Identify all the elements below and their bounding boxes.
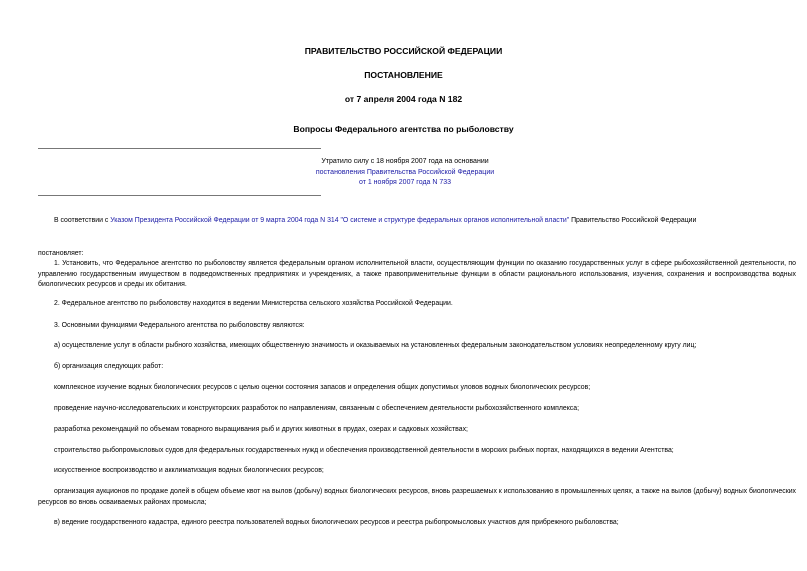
item-b-4: строительство рыбопромысловых судов для федеральных государственных нужд и обеспечения производственной деятельности в морских рыбных портах, находящихся в ведении Агентства; xyxy=(54,447,674,454)
decrees-line: постановляет: xyxy=(38,250,84,257)
document-type-heading: ПОСТАНОВЛЕНИЕ xyxy=(364,70,443,80)
item-b-1: комплексное изучение водных биологических ресурсов с целью оценки состояния запасов и определения общих допустимых уловов водных биологических ресурсов; xyxy=(54,384,591,391)
item-a: а) осуществление услуг в области рыбного хозяйства, имеющих общественную значимость и оказываемых на установленных федеральным законодательством условиях неопределенному кругу лиц; xyxy=(54,342,697,349)
paragraph-2: 2. Федеральное агентство по рыболовству находится в ведении Министерства сельского хозяйства Российской Федерации. xyxy=(54,300,453,307)
paragraph-1: 1. Установить, что Федеральное агентство по рыболовству является федеральным органом исполнительной власти, осуществляющим функции по оказанию государственных услуг в сфере рыбохозяйственной деятельности, по управлению государственным имуществом в подведомственных предприятиях и учреждениях, а также правоприменительные функции в области рационального использования, изучения, сохранения и воспроизводства водных биологических ресурсов и среды их обитания. xyxy=(38,260,796,288)
presidential-decree-link[interactable]: Указом Президента Российской Федерации от 9 марта 2004 года N 314 "О системе и структуре федеральных органов исполнительной власти" xyxy=(110,217,570,224)
status-note xyxy=(250,157,560,189)
item-v: в) ведение государственного кадастра, единого реестра пользователей водных биологических ресурсов и реестра рыбопромысловых участков для прибрежного рыболовства; xyxy=(54,519,619,526)
paragraph-3: 3. Основными функциями Федерального агентства по рыболовству являются: xyxy=(54,322,305,329)
top-divider xyxy=(38,148,321,149)
item-b-2: проведение научно-исследовательских и конструкторских разработок по направлениям, связанным с обеспечением деятельности рыбохозяйственного комплекса; xyxy=(54,405,579,412)
item-b-6: организация аукционов по продаже долей в общем объеме квот на вылов (добычу) водных биологических ресурсов, вновь разрешаемых к использованию в промышленных целях, а также на вылов (добычу) водных биологических ресурсов во вновь осваиваемых районах промысла; xyxy=(38,488,796,506)
status-note-text: Утратило силу с 18 ноября 2007 года на основании xyxy=(321,158,489,165)
item-b: б) организация следующих работ: xyxy=(54,363,164,370)
repeal-decree-link[interactable]: постановления Правительства Российской Федерации xyxy=(315,168,495,176)
preamble xyxy=(38,216,796,227)
bottom-divider xyxy=(38,195,321,196)
document-title: Вопросы Федерального агентства по рыболовству xyxy=(293,124,514,134)
item-b-5: искусственное воспроизводство и акклиматизация водных биологических ресурсов; xyxy=(54,467,324,474)
item-b-3: разработка рекомендаций по объемам товарного выращивания рыб и других животных в прудах, озерах и садковых хозяйствах; xyxy=(54,426,468,433)
date-number-heading: от 7 апреля 2004 года N 182 xyxy=(344,94,463,104)
repeal-decree-link-date[interactable]: от 1 ноября 2007 года N 733 xyxy=(358,179,452,186)
preamble-suffix: Правительство Российской Федерации xyxy=(569,217,697,224)
government-heading: ПРАВИТЕЛЬСТВО РОССИЙСКОЙ ФЕДЕРАЦИИ xyxy=(304,46,503,56)
preamble-prefix: В соответствии с xyxy=(54,217,111,224)
